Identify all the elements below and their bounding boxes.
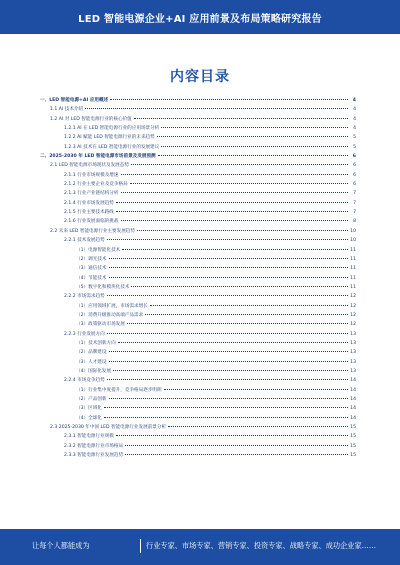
toc-leader-dots bbox=[113, 370, 348, 371]
footer-slogan: 让每个人都能成为 bbox=[32, 541, 90, 550]
toc-entry-page: 14 bbox=[350, 406, 356, 412]
toc-entry-page: 4 bbox=[353, 116, 356, 122]
toc-entry[interactable] bbox=[40, 404, 356, 413]
toc-leader-dots bbox=[109, 277, 349, 278]
toc-entry-page: 6 bbox=[353, 182, 356, 188]
toc-entry[interactable] bbox=[40, 208, 356, 217]
toc-entry-title: 2.3.2 智能电源行业市场格局 bbox=[64, 443, 124, 449]
report-title: LED 智能电源企业+AI 应用前景及布局策略研究报告 bbox=[78, 14, 322, 25]
toc-entry-page: 4 bbox=[353, 107, 356, 113]
toc-entry[interactable] bbox=[40, 189, 356, 198]
toc-entry-title: 2.2.3 行业发展方向 bbox=[64, 331, 105, 337]
toc-entry-title: （3）人才建设 bbox=[76, 359, 107, 365]
toc-entry[interactable] bbox=[40, 395, 356, 404]
toc-entry[interactable] bbox=[40, 451, 356, 460]
toc-leader-dots bbox=[107, 295, 348, 296]
toc-entry[interactable] bbox=[40, 246, 356, 255]
toc-leader-dots bbox=[121, 174, 349, 175]
toc-entry[interactable] bbox=[40, 358, 356, 367]
toc-leader-dots bbox=[85, 108, 348, 109]
toc-entry-title: 2.1.4 行业市场发展趋势 bbox=[64, 200, 114, 206]
toc-leader-dots bbox=[127, 323, 348, 324]
toc-entry[interactable] bbox=[40, 124, 356, 133]
toc-entry-page: 11 bbox=[350, 256, 356, 262]
toc-entry[interactable] bbox=[40, 133, 356, 142]
toc-entry-page: 6 bbox=[353, 163, 356, 169]
toc-entry-title: 2.2.2 市场需求趋势 bbox=[64, 294, 105, 300]
toc-leader-dots bbox=[130, 183, 348, 184]
toc-entry-title: 2.3.3 智能电源行业发展趋势 bbox=[64, 453, 124, 459]
toc-entry-page: 13 bbox=[350, 331, 356, 337]
toc-entry-title: 2.1.2 行业主要企业及竞争格局 bbox=[64, 182, 128, 188]
footer-divider bbox=[140, 539, 141, 553]
toc-entry-page: 7 bbox=[353, 191, 356, 197]
toc-entry-page: 15 bbox=[350, 434, 356, 440]
toc-entry-title: （2）调光技术 bbox=[76, 256, 107, 262]
page-header bbox=[0, 0, 400, 34]
toc-entry-page: 15 bbox=[350, 425, 356, 431]
toc-entry-title: 一、LED 智能电源+AI 应用概述 bbox=[40, 98, 109, 103]
toc-entry-page: 15 bbox=[350, 453, 356, 459]
toc-entry-page: 13 bbox=[350, 350, 356, 356]
toc-leader-dots bbox=[116, 435, 348, 436]
toc-entry-title: （5）数字化和模块化技术 bbox=[76, 284, 130, 290]
toc-entry[interactable] bbox=[40, 386, 356, 395]
toc-entry-title: 2.1.1 行业市场规模及增速 bbox=[64, 172, 119, 178]
toc-leader-dots bbox=[158, 155, 348, 156]
toc-entry-page: 13 bbox=[350, 368, 356, 374]
table-of-contents bbox=[40, 96, 356, 460]
toc-entry-page: 4 bbox=[353, 126, 356, 132]
toc-leader-dots bbox=[161, 127, 348, 128]
toc-leader-dots bbox=[107, 379, 348, 380]
toc-entry-title: （4）国际化发展 bbox=[76, 368, 112, 374]
toc-entry-title: （3）政策驱动市场发展 bbox=[76, 322, 125, 328]
toc-entry-page: 11 bbox=[350, 275, 356, 281]
toc-entry[interactable] bbox=[40, 180, 356, 189]
toc-entry-page: 15 bbox=[350, 443, 356, 449]
toc-leader-dots bbox=[118, 342, 348, 343]
toc-entry-page: 12 bbox=[350, 322, 356, 328]
toc-entry-title: 2.2.1 技术发展趋势 bbox=[64, 238, 105, 244]
toc-entry-page: 6 bbox=[352, 154, 356, 160]
toc-entry[interactable] bbox=[40, 330, 356, 339]
toc-entry-title: （1）行业集中度提升，竞争格局逐步明朗 bbox=[76, 387, 162, 393]
toc-entry-page: 11 bbox=[350, 247, 356, 253]
toc-leader-dots bbox=[109, 398, 349, 399]
toc-leader-dots bbox=[109, 258, 349, 259]
toc-entry[interactable] bbox=[40, 236, 356, 245]
toc-entry-page: 14 bbox=[350, 415, 356, 421]
toc-entry[interactable] bbox=[40, 105, 356, 114]
toc-entry[interactable] bbox=[40, 302, 356, 311]
toc-leader-dots bbox=[104, 407, 348, 408]
toc-entry-title: 2.2.4 市场竞争趋势 bbox=[64, 378, 105, 384]
toc-entry-title: （1）电源智能化技术 bbox=[76, 247, 121, 253]
toc-entry[interactable] bbox=[40, 442, 356, 451]
toc-leader-dots bbox=[125, 445, 348, 446]
toc-entry-title: （2）产品创新 bbox=[76, 397, 107, 402]
toc-entry-title: 2.2 未来 LED 智能电源行业主要发展趋势 bbox=[50, 228, 135, 234]
toc-leader-dots bbox=[164, 389, 348, 390]
toc-entry[interactable] bbox=[40, 367, 356, 376]
toc-entry[interactable] bbox=[40, 283, 356, 292]
toc-entry-title: 2.3.1 智能电源行业规模 bbox=[64, 434, 114, 440]
toc-entry-page: 13 bbox=[350, 340, 356, 346]
toc-leader-dots bbox=[121, 220, 349, 221]
toc-entry[interactable] bbox=[40, 161, 356, 170]
toc-leader-dots bbox=[137, 230, 348, 231]
toc-entry[interactable] bbox=[40, 171, 356, 180]
toc-entry-title: （4）节能技术 bbox=[76, 275, 107, 281]
toc-entry-page: 14 bbox=[350, 387, 356, 393]
toc-leader-dots bbox=[109, 351, 349, 352]
toc-leader-dots bbox=[110, 99, 348, 100]
toc-entry-title: （3）区域化 bbox=[76, 406, 102, 412]
toc-leader-dots bbox=[107, 333, 348, 334]
footer-roles: 行业专家、市场专家、营销专家、投资专家、战略专家、成功企业家…… bbox=[146, 541, 377, 550]
toc-leader-dots bbox=[168, 426, 348, 427]
toc-leader-dots bbox=[122, 249, 348, 250]
toc-leader-dots bbox=[131, 286, 348, 287]
toc-entry-title: 2.1 LED 智能电源市场现状及发展态势 bbox=[50, 163, 129, 169]
toc-entry-title: （1）技术创新方向 bbox=[76, 340, 116, 346]
toc-entry-title: 2.3 2025-2030 年中国 LED 智能电源行业发展前景分析 bbox=[50, 425, 167, 431]
toc-entry-page: 12 bbox=[350, 303, 356, 309]
toc-leader-dots bbox=[104, 417, 348, 418]
toc-entry-title: （4）全球化 bbox=[76, 415, 102, 421]
toc-leader-dots bbox=[134, 118, 348, 119]
toc-entry[interactable] bbox=[40, 423, 356, 432]
toc-entry[interactable] bbox=[40, 96, 356, 105]
toc-entry-page: 14 bbox=[350, 397, 356, 402]
toc-leader-dots bbox=[145, 314, 348, 315]
toc-heading: 内容目录 bbox=[170, 69, 230, 85]
toc-entry-page: 11 bbox=[350, 266, 356, 272]
toc-entry[interactable] bbox=[40, 292, 356, 301]
toc-entry-title: 2.1.5 行业主要技术路线 bbox=[64, 210, 114, 216]
toc-entry[interactable] bbox=[40, 339, 356, 348]
toc-leader-dots bbox=[116, 211, 348, 212]
toc-entry[interactable] bbox=[40, 264, 356, 273]
toc-entry-title: （2）品牌建设 bbox=[76, 350, 107, 356]
page-footer bbox=[0, 529, 400, 565]
toc-entry-title: 1.2.3 AI 技术在 LED 智能电源行业的发展建议 bbox=[64, 144, 160, 150]
toc-entry[interactable] bbox=[40, 255, 356, 264]
toc-entry[interactable] bbox=[40, 320, 356, 329]
toc-entry[interactable] bbox=[40, 432, 356, 441]
toc-entry-page: 7 bbox=[353, 210, 356, 216]
toc-entry[interactable] bbox=[40, 199, 356, 208]
toc-entry-page: 5 bbox=[353, 135, 356, 141]
toc-entry[interactable] bbox=[40, 115, 356, 124]
toc-entry-title: （1）应用领域扩展，市场需求增长 bbox=[76, 303, 148, 309]
toc-leader-dots bbox=[125, 454, 348, 455]
toc-entry-page: 4 bbox=[352, 98, 356, 103]
toc-leader-dots bbox=[109, 267, 349, 268]
toc-leader-dots bbox=[116, 202, 348, 203]
toc-entry-title: 1.2 AI 对 LED 智能电源行业的核心价值 bbox=[50, 116, 132, 122]
toc-leader-dots bbox=[131, 164, 348, 165]
toc-entry-title: 1.2.2 AI 赋能 LED 智能电源行业的未来趋势 bbox=[64, 135, 155, 141]
toc-entry-page: 12 bbox=[350, 294, 356, 300]
toc-leader-dots bbox=[109, 361, 349, 362]
toc-entry-title: 二、2025-2030 年 LED 智能电源市场前景及发展预测 bbox=[40, 154, 156, 160]
toc-entry[interactable] bbox=[40, 152, 356, 161]
toc-entry[interactable] bbox=[40, 143, 356, 152]
toc-leader-dots bbox=[161, 146, 348, 147]
toc-entry-page: 10 bbox=[350, 238, 356, 244]
toc-entry[interactable] bbox=[40, 227, 356, 236]
toc-entry[interactable] bbox=[40, 376, 356, 385]
toc-entry-title: （2）消费升级推动高端产品需求 bbox=[76, 312, 144, 318]
toc-leader-dots bbox=[107, 239, 348, 240]
toc-entry-page: 6 bbox=[353, 172, 356, 178]
toc-entry-title: 2.1.3 行业产业链结构分析 bbox=[64, 191, 119, 197]
toc-entry-title: 1.2.1 AI 在 LED 智能电源行业的应用场景分析 bbox=[64, 126, 160, 132]
toc-leader-dots bbox=[150, 305, 348, 306]
toc-leader-dots bbox=[121, 192, 349, 193]
toc-entry[interactable] bbox=[40, 274, 356, 283]
toc-entry-page: 12 bbox=[350, 312, 356, 318]
toc-entry-title: （3）通信技术 bbox=[76, 266, 107, 272]
toc-entry-title: 1.1 AI 技术介绍 bbox=[50, 107, 84, 113]
toc-entry-page: 8 bbox=[353, 219, 356, 225]
toc-entry-title: 2.1.6 行业发展面临的挑战 bbox=[64, 219, 119, 225]
toc-leader-dots bbox=[157, 136, 348, 137]
toc-entry-page: 13 bbox=[350, 359, 356, 365]
toc-entry-page: 11 bbox=[350, 284, 356, 290]
toc-entry[interactable] bbox=[40, 217, 356, 226]
toc-entry-page: 14 bbox=[350, 378, 356, 384]
toc-entry[interactable] bbox=[40, 311, 356, 320]
toc-entry-page: 7 bbox=[353, 200, 356, 206]
toc-entry[interactable] bbox=[40, 414, 356, 423]
toc-entry-page: 10 bbox=[350, 228, 356, 234]
toc-entry-page: 5 bbox=[353, 144, 356, 150]
toc-entry[interactable] bbox=[40, 348, 356, 357]
